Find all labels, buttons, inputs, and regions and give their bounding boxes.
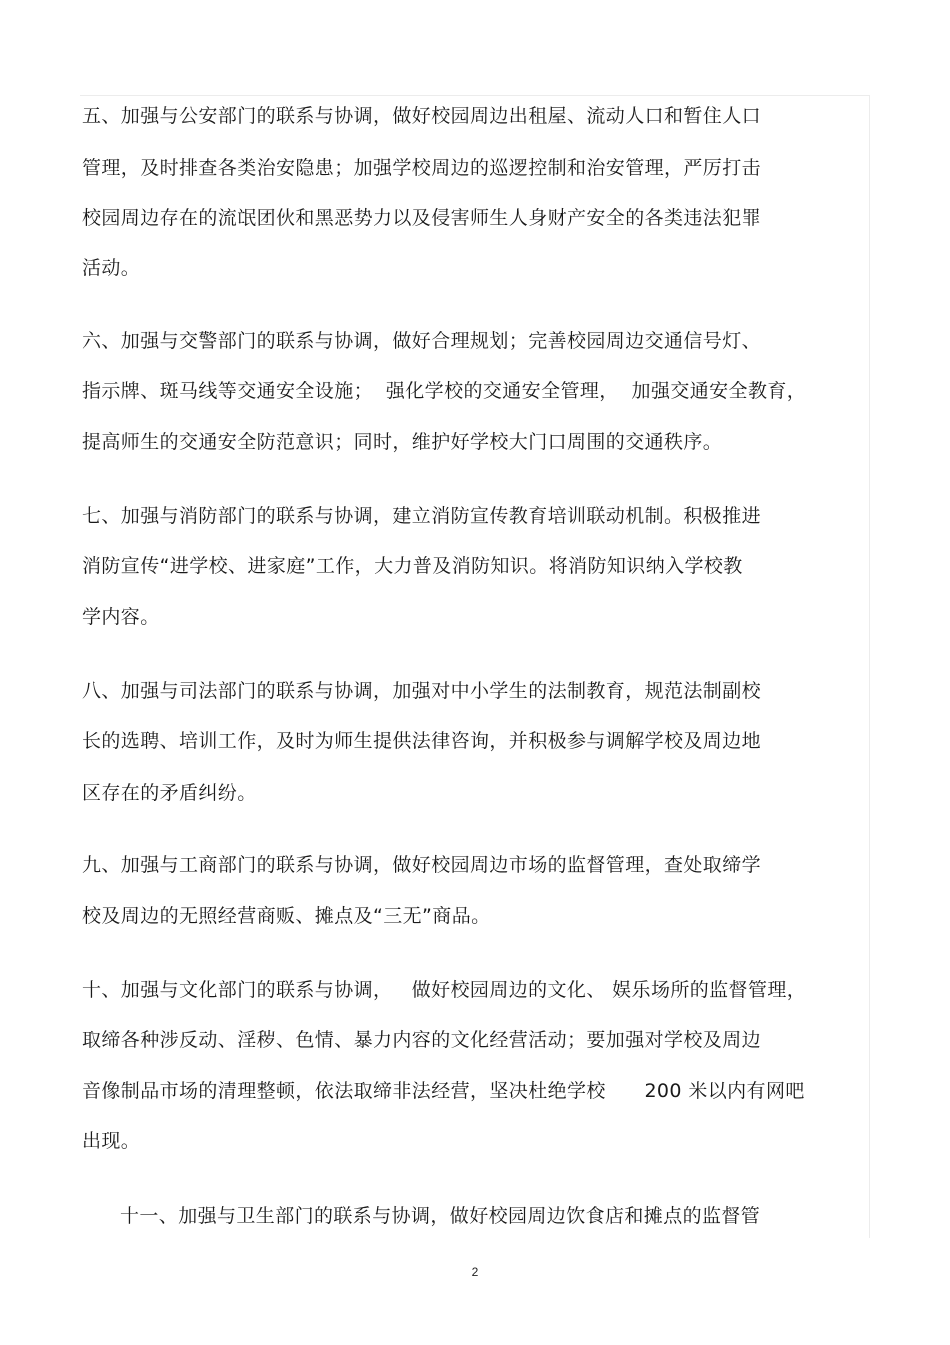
paragraph-6-line-2: 指示牌、斑马线等交通安全设施； 强化学校的交通安全管理， 加强交通安全教育， [82,380,807,402]
paragraph-6-line-1: 六、加强与交警部门的联系与协调，做好合理规划；完善校园周边交通信号灯、 [82,330,762,352]
paragraph-5-line-4: 活动。 [82,257,141,279]
paragraph-10-line-2: 取缔各种涉反动、淫秽、色情、暴力内容的文化经营活动；要加强对学校及周边 [82,1029,762,1051]
paragraph-7-line-2: 消防宣传“进学校、进家庭”工作，大力普及消防知识。将消防知识纳入学校教 [82,555,743,577]
paragraph-10-line-4: 出现。 [82,1130,141,1152]
paragraph-10-line-3: 音像制品市场的清理整顿，依法取缔非法经营，坚决杜绝学校 200 米以内有网吧 [82,1080,805,1102]
paragraph-7-line-1: 七、加强与消防部门的联系与协调，建立消防宣传教育培训联动机制。积极推进 [82,505,762,527]
paragraph-5-line-1: 五、加强与公安部门的联系与协调，做好校园周边出租屋、流动人口和暂住人口 [82,105,762,127]
paragraph-10-line-1: 十、加强与文化部门的联系与协调， 做好校园周边的文化、 娱乐场所的监督管理， [82,979,807,1001]
paragraph-9-line-1: 九、加强与工商部门的联系与协调，做好校园周边市场的监督管理，查处取缔学 [82,854,762,876]
paragraph-9-line-2: 校及周边的无照经营商贩、摊点及“三无”商品。 [82,905,491,927]
paragraph-5-line-3: 校园周边存在的流氓团伙和黑恶势力以及侵害师生人身财产安全的各类违法犯罪 [82,207,762,229]
page-border [80,95,870,1238]
paragraph-8-line-1: 八、加强与司法部门的联系与协调，加强对中小学生的法制教育，规范法制副校 [82,680,762,702]
paragraph-7-line-3: 学内容。 [82,606,160,628]
paragraph-6-line-3: 提高师生的交通安全防范意识；同时，维护好学校大门口周围的交通秩序。 [82,431,723,453]
paragraph-8-line-3: 区存在的矛盾纠纷。 [82,782,257,804]
paragraph-11-line-1: 十一、加强与卫生部门的联系与协调，做好校园周边饮食店和摊点的监督管 [120,1205,761,1227]
paragraph-5-line-2: 管理，及时排查各类治安隐患；加强学校周边的巡逻控制和治安管理，严厉打击 [82,157,762,179]
page-number: 2 [471,1265,479,1279]
paragraph-8-line-2: 长的选聘、培训工作，及时为师生提供法律咨询，并积极参与调解学校及周边地 [82,730,762,752]
